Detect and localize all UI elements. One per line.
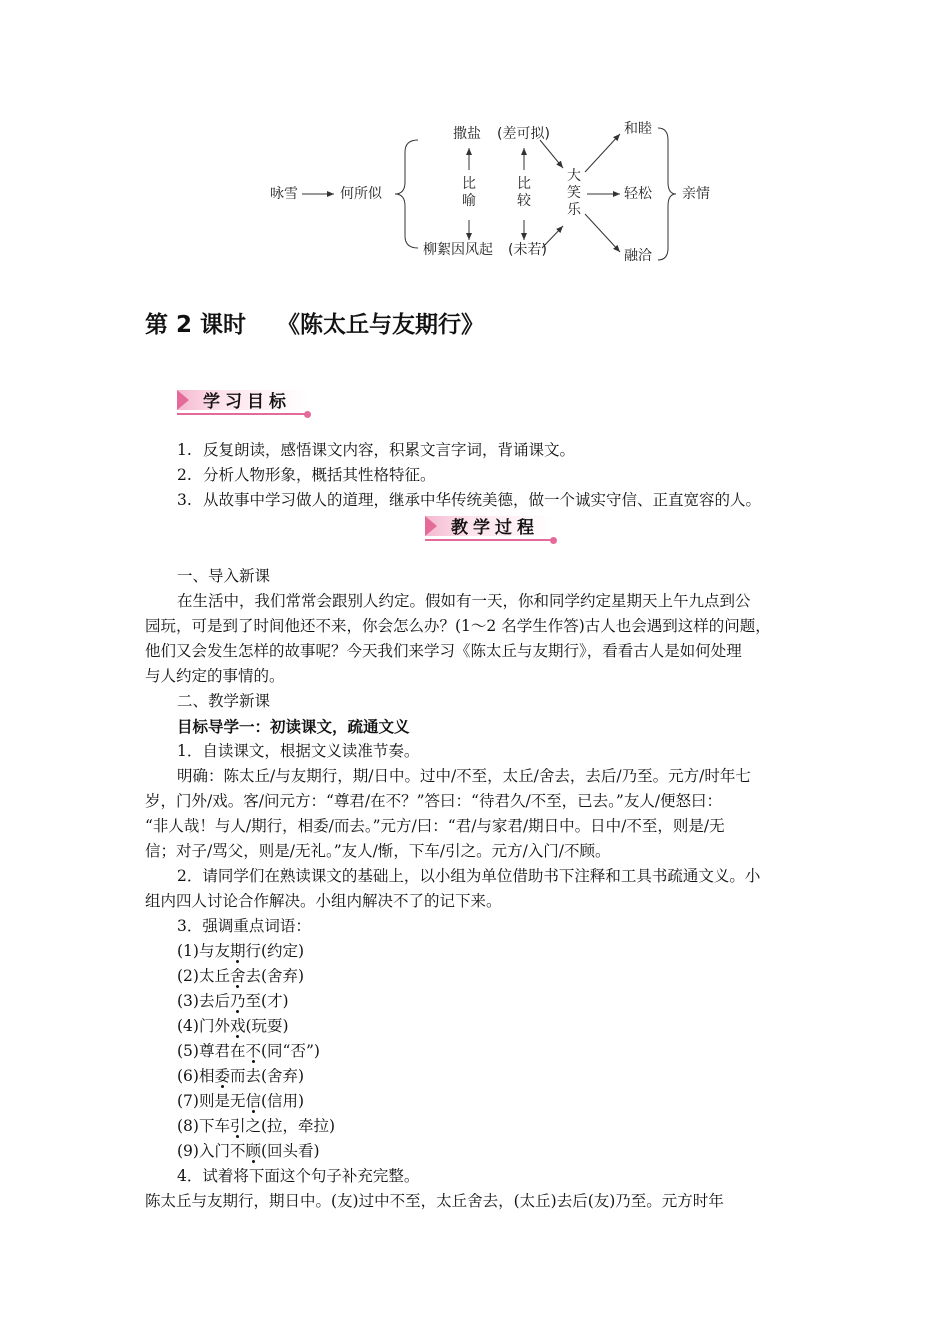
banner-triangle-icon xyxy=(425,516,437,536)
key-word-item: (1)与友期行(约定) xyxy=(177,942,305,960)
answer-line: 信；对子/骂父，则是/无礼。”友人/惭，下车/引之。元方/入门/不顾。 xyxy=(145,842,611,860)
diagram-label-biyu: 比喻 xyxy=(462,176,476,209)
banner-learning-goals-text: 学习目标 xyxy=(203,392,291,412)
banner-triangle-icon xyxy=(177,390,189,410)
task-item-continued: 组内四人讨论合作解决。小组内解决不了的记下来。 xyxy=(145,892,502,910)
diagram-node-hemu: 和睦 xyxy=(624,121,652,137)
key-word-item: (8)下车引之(拉，牵拉) xyxy=(177,1117,336,1135)
diagram-node-qinqing: 亲情 xyxy=(682,186,710,202)
intro-line: 在生活中，我们常常会跟别人约定。假如有一天，你和同学约定星期天上午九点到公 xyxy=(177,592,751,610)
task-item: 4．试着将下面这个句子补充完整。 xyxy=(177,1167,420,1185)
key-word-item: (5)尊君在不(同“否”) xyxy=(177,1042,320,1060)
answer-line: 明确：陈太丘/与友期行，期/日中。过中/不至，太丘/舍去，去后/乃至。元方/时年七 xyxy=(177,767,751,785)
goal-item: 3. 从故事中学习做人的道理，继承中华传统美德，做一个诚实守信、正直宽容的人。 xyxy=(177,491,762,509)
key-word-item: (7)则是无信(信用) xyxy=(177,1092,305,1110)
goal-item: 2. 分析人物形象，概括其性格特征。 xyxy=(177,466,436,484)
intro-line: 与人约定的事情的。 xyxy=(145,667,285,685)
lesson-title: 第 2 课时 《陈太丘与友期行》 xyxy=(145,312,485,338)
intro-line: 园玩，可是到了时间他还不来，你会怎么办？(1～2 名学生作答)古人也会遇到这样的问题， xyxy=(145,617,771,635)
section-heading-intro: 一、导入新课 xyxy=(177,567,271,585)
section-heading-new-lesson: 二、教学新课 xyxy=(177,692,271,710)
diagram-node-sayan: 撒盐 xyxy=(453,126,481,142)
diagram-node-rongqia: 融洽 xyxy=(624,248,652,264)
banner-dot-icon xyxy=(304,411,311,418)
diagram-node-chakeni: (差可拟) xyxy=(497,126,550,142)
intro-line: 他们又会发生怎样的故事呢？今天我们来学习《陈太丘与友期行》，看看古人是如何处理 xyxy=(145,642,742,660)
diagram-node-daxiaole: 大笑乐 xyxy=(567,168,581,218)
diagram-node-yongxue: 咏雪 xyxy=(270,186,298,202)
task-item: 2．请同学们在熟读课文的基础上，以小组为单位借助书下注释和工具书疏通文义。小 xyxy=(177,867,761,885)
diagram-node-liuxu: 柳絮因风起 xyxy=(423,242,493,258)
key-word-item: (2)太丘舍去(舍弃) xyxy=(177,967,305,985)
diagram-node-hesuosi: 何所似 xyxy=(340,186,382,202)
key-word-item: (6)相委而去(舍弃) xyxy=(177,1067,305,1085)
key-word-item: (3)去后乃至(才) xyxy=(177,992,289,1010)
task-item: 3．强调重点词语： xyxy=(177,917,311,935)
banner-learning-goals xyxy=(177,386,307,416)
target-heading: 目标导学一：初读课文，疏通文义 xyxy=(177,717,410,736)
key-word-item: (9)入门不顾(回头看) xyxy=(177,1142,320,1160)
diagram-node-weiruo: (未若) xyxy=(508,242,547,258)
concept-diagram xyxy=(240,112,720,272)
banner-dot-icon xyxy=(550,537,557,544)
goal-item: 1. 反复朗读，感悟课文内容，积累文言字词，背诵课文。 xyxy=(177,441,576,459)
answer-line: 岁，门外/戏。客/问元方：“尊君/在不？”答曰：“待君久/不至，已去。”友人/便怒曰： xyxy=(145,792,723,810)
answer-line: “非人哉！与人/期行，相委/而去。”元方/曰：“君/与家君/期日中。日中/不至，则是/无 xyxy=(145,817,725,835)
task-item: 1．自读课文，根据文义读准节奏。 xyxy=(177,742,420,760)
banner-teaching-process-text: 教学过程 xyxy=(451,518,539,538)
exercise-sentence: 陈太丘与友期行，期日中。(友)过中不至，太丘舍去，(太丘)去后(友)乃至。元方时年 xyxy=(145,1192,724,1210)
banner-teaching-process xyxy=(425,512,553,542)
diagram-label-bijiao: 比较 xyxy=(517,176,531,209)
diagram-node-qingsong: 轻松 xyxy=(624,186,652,202)
key-word-item: (4)门外戏(玩耍) xyxy=(177,1017,289,1035)
